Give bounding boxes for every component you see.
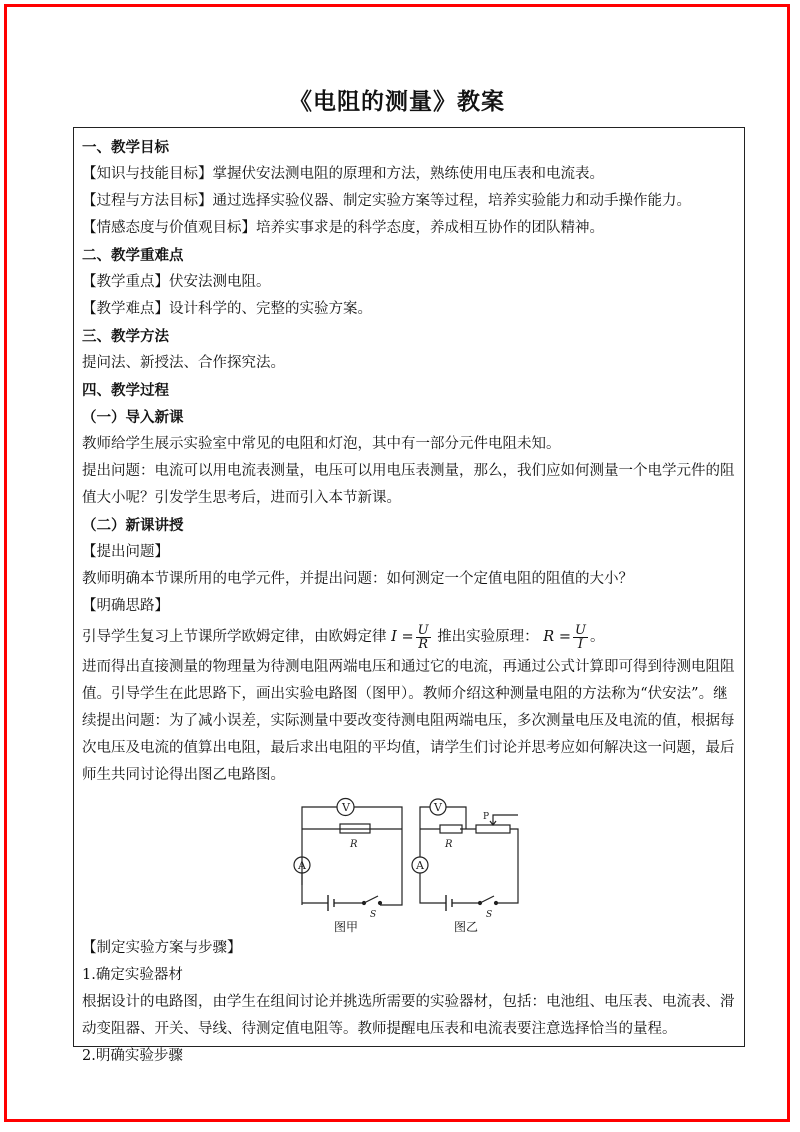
figure-captions — [82, 919, 736, 935]
question-label: 【提出问题】 — [82, 544, 169, 560]
resistor-b-icon — [440, 825, 462, 833]
ammeter-label: A — [298, 859, 306, 872]
section-heading-key-points: 二、教学重难点 — [82, 247, 184, 264]
figure-b-caption: 图乙 — [454, 920, 479, 934]
question-text: 教师明确本节课所用的电学元件，并提出问题：如何测定一个定值电阻的阻值的大小？ — [82, 571, 633, 587]
goal-emotion: 【情感态度与价值观目标】培养实事求是的科学态度，养成相互协作的团队精神。 — [82, 220, 604, 236]
intro-text-1: 教师给学生展示实验室中常见的电阻和灯泡，其中有一部分元件电阻未知。 — [82, 436, 561, 452]
slider-label: P — [483, 812, 490, 822]
resistor-b-label: R — [445, 839, 453, 850]
lesson-plan-body — [73, 127, 745, 1064]
subheading-intro: （一）导入新课 — [82, 409, 184, 426]
resistor-label: R — [350, 839, 358, 850]
subheading-new-lesson: （二）新课讲授 — [82, 517, 184, 534]
rheostat-icon — [476, 825, 510, 833]
formula-resistance-lhs: R = — [543, 629, 571, 645]
formula-ohm-fraction: $\frac{U}{R}$ — [417, 622, 429, 652]
step-1-heading: 1.确定实验器材 — [82, 967, 183, 983]
switch-b-icon — [480, 896, 494, 903]
switch-icon — [364, 896, 378, 903]
section-heading-methods: 三、教学方法 — [82, 328, 169, 345]
formula-ohm-lhs: I = — [391, 629, 414, 645]
plan-label: 【制定实验方案与步骤】 — [82, 940, 242, 956]
battery-b-icon — [446, 895, 452, 911]
key-point: 【教学重点】伏安法测电阻。 — [82, 274, 271, 290]
idea-formula-line: 引导学生复习上节课所学欧姆定律，由欧姆定律 I = $\frac{U}{R}$ 推出实验原理： R = $\frac{U}{I}$ 。 — [82, 622, 605, 652]
idea-paragraph: 进而得出直接测量的物理量为待测电阻两端电压和通过它的电流，再通过公式计算即可得到待测电阻阻值。引导学生在此思路下，画出实验电路图（图甲）。教师介绍这种测量电阻的方法称为“伏安法”。继续提出问题：为了减小误差，实际测量中要改变待测电阻两端电压，多次测量电压及电流的值，根据每次电压及电流的值算出电阻，最后求出电阻的平均值，请学生们讨论并思考应如何解决这一问题，最后师生共同讨论得出图乙电路图。 — [82, 659, 735, 783]
step-2-heading: 2.明确实验步骤 — [82, 1048, 183, 1064]
section-heading-process: 四、教学过程 — [82, 382, 169, 399]
switch-label: S — [370, 910, 377, 920]
methods-text: 提问法、新授法、合作探究法。 — [82, 355, 285, 371]
circuit-b — [412, 799, 518, 920]
circuit-figures — [82, 795, 736, 920]
step-1-text: 根据设计的电路图，由学生在组间讨论并挑选所需要的实验器材，包括：电池组、电压表、电流表、滑动变阻器、开关、导线、待测定值电阻等。教师提醒电压表和电流表要注意选择恰当的量程。 — [82, 994, 735, 1037]
formula-resistance-fraction: $\frac{U}{I}$ — [574, 622, 586, 652]
goal-process: 【过程与方法目标】通过选择实验仪器、制定实验方案等过程，培养实验能力和动手操作能力。 — [82, 193, 691, 209]
goal-knowledge: 【知识与技能目标】掌握伏安法测电阻的原理和方法，熟练使用电压表和电流表。 — [82, 166, 604, 182]
section-heading-goals: 一、教学目标 — [82, 139, 169, 156]
ammeter-b-label: A — [416, 859, 424, 872]
voltmeter-b-label: V — [434, 801, 442, 814]
page-frame — [4, 4, 790, 1122]
switch-b-label: S — [486, 910, 493, 920]
page-title: 《电阻的测量》教案 — [289, 88, 505, 115]
intro-text-2: 提出问题：电流可以用电流表测量，电压可以用电压表测量，那么，我们应如何测量一个电学元件的阻值大小呢？引发学生思考后，进而引入本节新课。 — [82, 463, 735, 506]
circuit-diagrams-svg — [282, 795, 542, 920]
idea-label: 【明确思路】 — [82, 598, 169, 614]
voltmeter-label: V — [342, 801, 350, 814]
difficult-point: 【教学难点】设计科学的、完整的实验方案。 — [82, 301, 372, 317]
figure-a-caption: 图甲 — [334, 920, 359, 934]
circuit-a — [294, 799, 402, 921]
battery-icon — [328, 895, 334, 911]
